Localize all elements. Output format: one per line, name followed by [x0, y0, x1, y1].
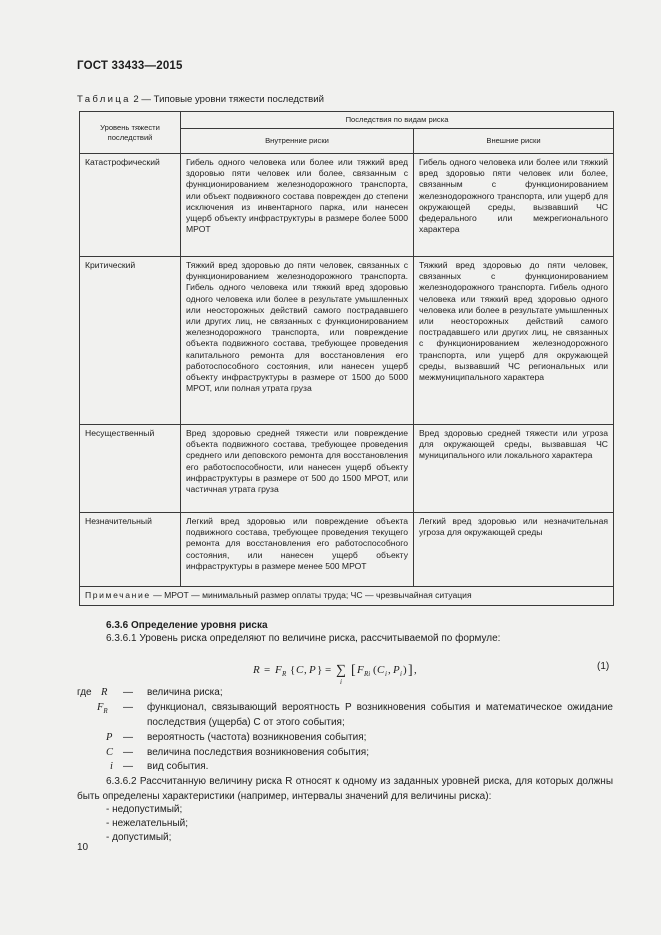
def-dash: — [123, 702, 133, 713]
svg-text:i: i [340, 678, 342, 686]
svg-text:,: , [388, 664, 391, 676]
def-dash: — [123, 747, 133, 758]
list-item: - недопустимый; [106, 804, 183, 815]
external-cell: Тяжкий вред здоровью до пяти человек, связанных с функционированием железнодорожного транспорта. Гибель одного человека или тяжкий вред здоровью одного человека или более в результате умышленных или неосторожных действий самого пострадавшего или других лиц, не связанных с функционированием железнодорожного транспорта, или ущерб для окружающей среды, вызвавший ЧС региональных или межмуниципального характера [414, 257, 614, 425]
header-internal: Внутренние риски [181, 129, 414, 154]
def-dash: — [123, 732, 133, 743]
paragraph-6361: 6.3.6.1 Уровень риска определяют по величине риска, рассчитываемой по формуле: [106, 633, 501, 644]
svg-text:i: i [400, 670, 402, 678]
internal-cell: Гибель одного человека или более или тяжкий вред здоровью пяти человек или более, связанным с функционированием железнодорожного транспорта, или объект подвижного состава поврежден до степени исключения из инвентарного парка, или нанесен ущерб объекту инфраструктуры в размере более 5000 МРОТ [181, 154, 414, 257]
page-number: 10 [77, 842, 89, 853]
def-dash: — [123, 687, 133, 698]
svg-text:F: F [357, 664, 364, 676]
def-symbol: i [110, 761, 113, 772]
where-word: где [77, 687, 92, 698]
external-cell: Легкий вред здоровью или незначительная угроза для окружающей среды [414, 513, 614, 587]
def-description: вероятность (частота) возникновения события; [147, 732, 367, 743]
paragraph-6362: 6.3.6.2 Рассчитанную величину риска R относят к одному из заданных уровней риска, для которых должны быть определены характеристики (например, интервалы значений для величины риска): [77, 776, 613, 802]
header-group: Последствия по видам риска [181, 112, 614, 129]
section-heading: 6.3.6 Определение уровня риска [106, 620, 268, 631]
svg-text:(: ( [373, 664, 377, 676]
svg-text:P: P [309, 664, 316, 676]
note-label: Примечание [85, 590, 151, 600]
caption-text: 2 — Типовые уровни тяжести последствий [133, 94, 324, 105]
risk-formula [245, 660, 445, 684]
def-dash: — [123, 761, 133, 772]
svg-text:F: F [275, 664, 282, 676]
svg-text:i: i [385, 670, 387, 678]
svg-text:}: } [317, 664, 323, 676]
table-note-row [80, 587, 614, 606]
svg-text:,: , [304, 664, 307, 676]
svg-text:[: [ [351, 663, 356, 678]
def-description: функционал, связывающий вероятность P возникновения события и математическое ожидание последствия (ущерба) С от этого события; [147, 702, 613, 728]
header-external: Внешние риски [414, 129, 614, 154]
note-text: — МРОТ — минимальный размер оплаты труда; ЧС — чрезвычайная ситуация [153, 590, 472, 600]
table-row [80, 425, 614, 513]
svg-text:∑: ∑ [336, 663, 346, 678]
internal-cell: Тяжкий вред здоровью до пяти человек, связанных с функционированием железнодорожного транспорта. Гибель одного человека или тяжкий вред здоровью одного человека или более в результате умышленных или неосторожных действий самого пострадавшего или других лиц, не связанных с функционированием железнодорожного транспорта, или повреждение объекта подвижного состава, требующее проведения капитального ремонта для восстановления его работоспособного состояния, или нанесен ущерб объекту инфраструктуры в размере от 1500 до 5000 МРОТ, или полная утрата груза [181, 257, 414, 425]
svg-text:]: ] [408, 663, 413, 678]
external-cell: Вред здоровью средней тяжести или угроза для окружающей среды, вызвавшая ЧС муниципального или локального характера [414, 425, 614, 513]
svg-text:Ri: Ri [364, 670, 371, 678]
doc-title: ГОСТ 33433—2015 [77, 60, 183, 72]
internal-cell: Вред здоровью средней тяжести или повреждение объекта подвижного состава, требующее проведения среднего или деповского ремонта для восстановления его работоспособности, или нанесен ущерб объекту инфраструктуры в размере от 500 до 1500 МРОТ, или частичная утрата груза [181, 425, 414, 513]
external-cell: Гибель одного человека или более или тяжкий вред здоровью пяти человек или более, связанным с функционированием железнодорожного транспорта, или ущерб для окружающей среды, вызвавший ЧС федерального или межрегионального характера [414, 154, 614, 257]
table-row [80, 513, 614, 587]
header-level: Уровень тяжести последствий [80, 112, 181, 154]
def-symbol: R [101, 687, 108, 698]
svg-text:C: C [377, 664, 385, 676]
formula-number: (1) [597, 661, 610, 672]
def-symbol: C [106, 747, 114, 758]
table-caption [77, 94, 324, 105]
svg-text:P: P [393, 664, 400, 676]
svg-text:): ) [403, 664, 407, 676]
svg-text:,: , [414, 664, 417, 676]
level-cell: Незначительный [80, 513, 181, 587]
internal-cell: Легкий вред здоровью или повреждение объекта подвижного состава, требующее проведения текущего ремонта для восстановления его работоспособного состояния, или нанесен ущерб объекту инфраструктуры в размере менее 500 МРОТ [181, 513, 414, 587]
svg-text:{: { [290, 664, 296, 676]
definition-row [77, 701, 613, 731]
list-item: - нежелательный; [106, 818, 188, 829]
list-item: - допустимый; [106, 832, 172, 843]
svg-text:R: R [282, 670, 287, 678]
def-description: величина риска; [147, 687, 223, 698]
caption-word: Таблица [77, 94, 131, 105]
level-cell: Критический [80, 257, 181, 425]
svg-text:R: R [253, 664, 260, 676]
table-note [80, 587, 614, 606]
def-symbol: P [106, 732, 113, 743]
svg-text:C: C [296, 664, 304, 676]
def-description: вид события. [147, 761, 209, 772]
level-cell: Катастрофический [80, 154, 181, 257]
formula-graphic [245, 660, 445, 686]
svg-text:=: = [264, 664, 271, 676]
severity-table [79, 111, 614, 606]
table-row [80, 257, 614, 425]
level-cell: Несущественный [80, 425, 181, 513]
table-row [80, 154, 614, 257]
def-symbol: $F_R$ [97, 702, 108, 716]
svg-text:=: = [325, 664, 332, 676]
def-description: величина последствия возникновения события; [147, 747, 369, 758]
